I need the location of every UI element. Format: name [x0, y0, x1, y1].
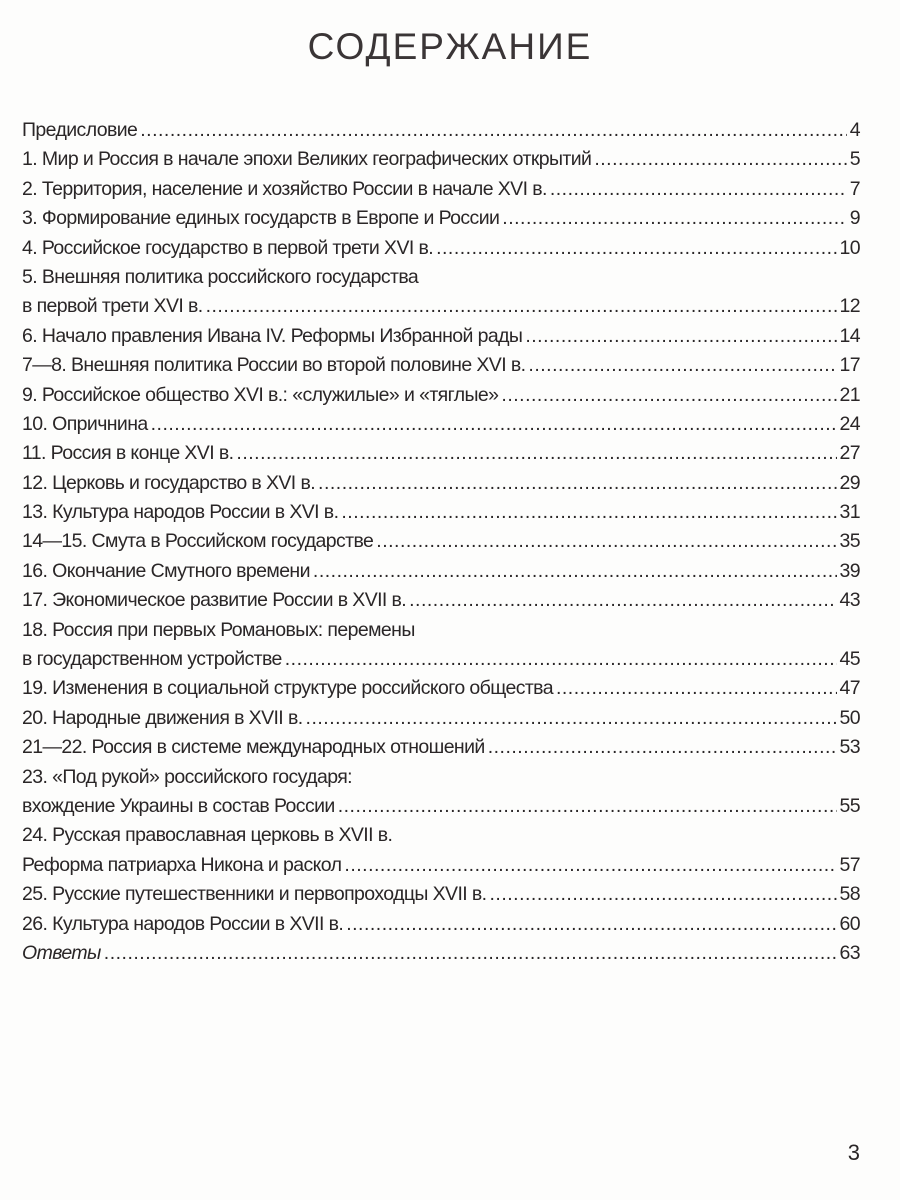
- toc-entry-line[interactable]: [22, 410, 860, 439]
- dot-leader: [502, 204, 846, 233]
- dot-leader: [594, 145, 846, 174]
- dot-leader: [556, 674, 837, 703]
- toc-entry-title: 5. Внешняя политика российского государства: [22, 265, 419, 288]
- toc-entry-title: 25. Русские путешественники и первопроходцы XVII в.: [22, 883, 487, 906]
- toc-entry-line[interactable]: [22, 792, 860, 821]
- toc-page-number: 14: [839, 324, 860, 347]
- page-title: СОДЕРЖАНИЕ: [307, 26, 593, 67]
- toc-entry-line[interactable]: [22, 322, 860, 351]
- toc-entry-line[interactable]: [22, 175, 860, 204]
- toc-entry-line[interactable]: [22, 204, 860, 233]
- toc-entry-title: 20. Народные движения в XVII в.: [22, 706, 303, 729]
- toc-entry-title: 16. Окончание Смутного времени: [22, 559, 310, 582]
- dot-leader: [338, 792, 837, 821]
- dot-leader: [306, 704, 837, 733]
- toc-page-number: 60: [839, 912, 860, 935]
- toc-entry-line[interactable]: [22, 821, 860, 850]
- toc-entry-title: 23. «Под рукой» российского государя:: [22, 765, 353, 788]
- toc-page-number: 45: [839, 648, 860, 671]
- toc-entry-line[interactable]: [22, 351, 860, 380]
- toc-entry-line[interactable]: [22, 381, 860, 410]
- toc-entry-line[interactable]: [22, 116, 860, 145]
- toc-page-number: 29: [839, 471, 860, 494]
- toc-entry-line[interactable]: [22, 292, 860, 321]
- toc-entry-title: 3. Формирование единых государств в Европе и России: [22, 207, 500, 230]
- toc-entry-title: 14—15. Смута в Российском государстве: [22, 530, 374, 553]
- toc-entry-line[interactable]: [22, 145, 860, 174]
- dot-leader: [528, 351, 836, 380]
- toc-page-number: 35: [839, 530, 860, 553]
- toc-page-number: 17: [839, 354, 860, 377]
- toc-page-number: 31: [839, 501, 860, 524]
- toc-entry-title: 21—22. Россия в системе международных отношений: [22, 736, 485, 759]
- dot-leader: [488, 733, 837, 762]
- dot-leader: [501, 381, 836, 410]
- toc-entry-title: в первой трети XVI в.: [22, 295, 203, 318]
- toc-entry-line[interactable]: [22, 645, 860, 674]
- toc-entry-line[interactable]: [22, 527, 860, 556]
- toc-entry-title: 10. Опричнина: [22, 412, 148, 435]
- dot-leader: [344, 851, 836, 880]
- toc-page-number: 57: [839, 853, 860, 876]
- toc-entry-line[interactable]: [22, 586, 860, 615]
- toc-entry-line[interactable]: [22, 733, 860, 762]
- dot-leader: [206, 292, 837, 321]
- toc-page-number: 7: [849, 177, 860, 200]
- toc-entry-title: 12. Церковь и государство в XVI в.: [22, 471, 316, 494]
- toc-page-number: 43: [839, 589, 860, 612]
- toc-entry-title: 13. Культура народов России в XVI в.: [22, 501, 339, 524]
- toc-entry-title: 19. Изменения в социальной структуре российского общества: [22, 677, 553, 700]
- toc-entry-line[interactable]: [22, 469, 860, 498]
- toc-entry-title: 26. Культура народов России в XVII в.: [22, 912, 344, 935]
- toc-entry-line[interactable]: [22, 880, 860, 909]
- toc-entry-title: 1. Мир и Россия в начале эпохи Великих географических открытий: [22, 148, 592, 171]
- dot-leader: [285, 645, 837, 674]
- dot-leader: [490, 880, 837, 909]
- toc-entry-line[interactable]: [22, 263, 860, 292]
- toc-page-number: 12: [839, 295, 860, 318]
- toc-entry-title: 18. Россия при первых Романовых: перемены: [22, 618, 415, 641]
- toc-page-number: 58: [839, 883, 860, 906]
- dot-leader: [313, 557, 837, 586]
- toc-page-number: 39: [839, 559, 860, 582]
- dot-leader: [151, 410, 837, 439]
- toc-entry-line[interactable]: [22, 851, 860, 880]
- toc-page-number: 53: [839, 736, 860, 759]
- dot-leader: [409, 586, 836, 615]
- toc-entry-title: 24. Русская православная церковь в XVII в.: [22, 824, 393, 847]
- toc-page-number: 24: [839, 412, 860, 435]
- dot-leader: [236, 439, 836, 468]
- dot-leader: [341, 498, 836, 527]
- toc-entry-title: 9. Российское общество XVI в.: «служилые» и «тяглые»: [22, 383, 499, 406]
- toc-page-number: 47: [839, 677, 860, 700]
- toc-page-number: 27: [839, 442, 860, 465]
- toc-entry-line[interactable]: [22, 498, 860, 527]
- toc-entry-line[interactable]: [22, 910, 860, 939]
- toc-entry-title: 4. Российское государство в первой трети XVI в.: [22, 236, 434, 259]
- toc-entry-title: 11. Россия в конце XVI в.: [22, 442, 234, 465]
- toc-entry-title: 6. Начало правления Ивана IV. Реформы Избранной рады: [22, 324, 523, 347]
- toc-entry-line[interactable]: [22, 674, 860, 703]
- table-of-contents: [22, 116, 860, 968]
- toc-entry-line[interactable]: [22, 763, 860, 792]
- dot-leader: [525, 322, 836, 351]
- toc-page-number: 10: [839, 236, 860, 259]
- dot-leader: [346, 910, 836, 939]
- toc-entry-title: Ответы: [22, 941, 101, 964]
- dot-leader: [376, 527, 836, 556]
- toc-page-number: 9: [849, 207, 860, 230]
- toc-entry-line[interactable]: [22, 616, 860, 645]
- toc-entry-title: 7—8. Внешняя политика России во второй половине XVI в.: [22, 354, 526, 377]
- toc-entry-line[interactable]: [22, 557, 860, 586]
- toc-entry-title: 2. Территория, население и хозяйство России в начале XVI в.: [22, 177, 547, 200]
- dot-leader: [140, 116, 847, 145]
- toc-entry-title: 17. Экономическое развитие России в XVII в.: [22, 589, 407, 612]
- dot-leader: [318, 469, 836, 498]
- toc-page-number: 5: [849, 148, 860, 171]
- toc-page-number: 63: [839, 941, 860, 964]
- toc-entry-line[interactable]: [22, 439, 860, 468]
- toc-entry-title: Предисловие: [22, 119, 138, 141]
- dot-leader: [104, 939, 837, 968]
- toc-page-number: 21: [839, 383, 860, 406]
- toc-entry-line[interactable]: [22, 704, 860, 733]
- toc-page-number: 55: [839, 794, 860, 817]
- dot-leader: [436, 234, 836, 263]
- toc-entry-line[interactable]: [22, 234, 860, 263]
- toc-entry-title: Реформа патриарха Никона и раскол: [22, 853, 342, 876]
- toc-page-number: 4: [849, 119, 860, 141]
- toc-entry-line[interactable]: [22, 939, 860, 968]
- dot-leader: [550, 175, 847, 204]
- toc-page-number: 50: [839, 706, 860, 729]
- page-number: 3: [847, 1140, 860, 1165]
- toc-entry-title: в государственном устройстве: [22, 648, 282, 671]
- toc-entry-title: вхождение Украины в состав России: [22, 794, 335, 817]
